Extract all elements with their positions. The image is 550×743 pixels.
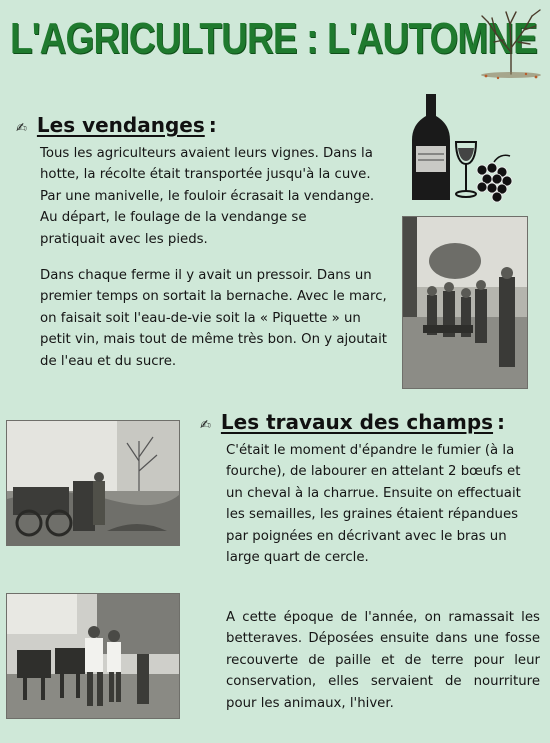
section-heading-vendanges xyxy=(16,113,217,137)
pointing-hand-icon: ✍ xyxy=(16,121,27,136)
pointing-hand-icon: ✍ xyxy=(200,418,211,433)
heading-vendanges: Les vendanges xyxy=(36,113,205,137)
bare-tree-icon xyxy=(474,4,548,82)
paragraph-vendanges-2: Dans chaque ferme il y avait un pressoir. Dans un premier temps on sortait la bernache. Avec le marc, on faisait soit l'eau-de-vie soit la « Piquette » un petit vin, mais tout de même très bon. On y ajoutait de l'eau et du sucre. xyxy=(40,268,387,369)
wine-bottle-glass-grapes-icon xyxy=(408,88,520,208)
heading-colon: : xyxy=(497,410,506,434)
photo-manure-cart xyxy=(6,420,180,546)
section-heading-travaux xyxy=(200,410,505,434)
paragraph-vendanges-1: Tous les agriculteurs avaient leurs vignes. Dans la hotte, la récolte était transportée jusqu'à la cuve. Par une manivelle, le fouloir écrasait la vendange. Au départ, le foulage de la vendange se pratiquait avec les pieds. xyxy=(40,146,375,247)
photo-harvest-workers xyxy=(402,216,528,389)
heading-travaux-des-champs: Les travaux des champs xyxy=(220,410,494,434)
photo-oxen-team xyxy=(6,593,180,719)
page-title: L'AGRICULTURE : L'AUTOMNE xyxy=(10,14,537,63)
paragraph-travaux-2: A cette époque de l'année, on ramassait les betteraves. Déposées ensuite dans une fosse recouverte de paille et de terre pour leur conservation, elles servaient de nourriture pour les animaux, l'hiver. xyxy=(226,610,540,711)
paragraph-travaux-1: C'était le moment d'épandre le fumier (à la fourche), de labourer en attelant 2 bœufs et un cheval à la charrue. Ensuite on effectuait les semailles, les graines étaient répandues par poignées en décrivant avec le bras un large quart de cercle. xyxy=(226,443,521,566)
heading-colon: : xyxy=(208,113,217,137)
